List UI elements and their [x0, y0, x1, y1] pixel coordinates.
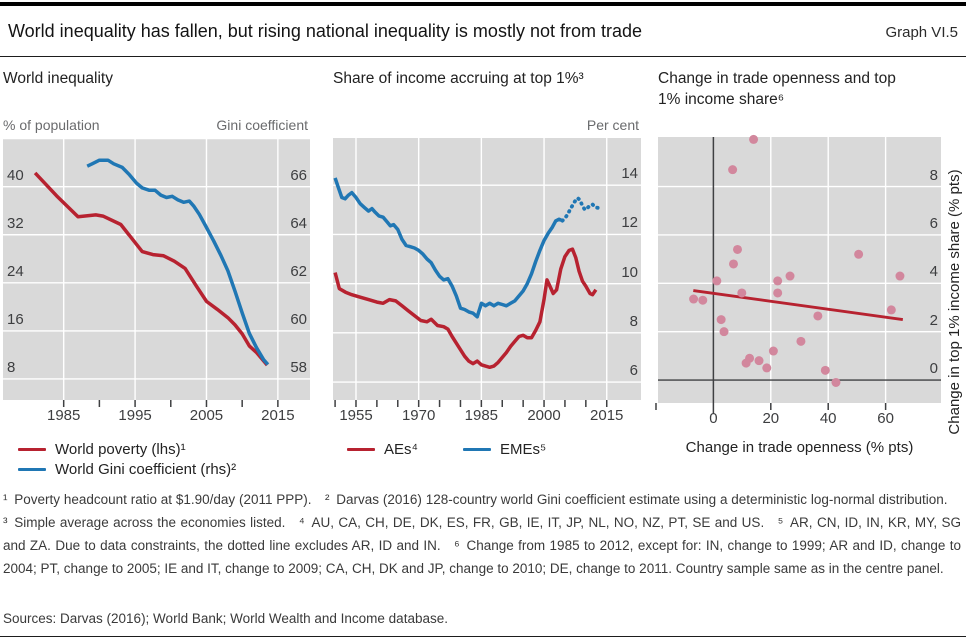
x-axis-label: 2015 — [590, 407, 624, 424]
legend-item — [463, 441, 546, 458]
y-axis-label-right: 6 — [629, 362, 638, 380]
panel-1-left-axis-unit: % of population — [3, 117, 100, 133]
legend-item — [18, 461, 236, 478]
scatter-point — [854, 250, 863, 259]
y-axis-label-right: 12 — [621, 214, 638, 232]
y-axis-label-right: 8 — [929, 166, 938, 184]
legend-line-swatch — [347, 448, 375, 452]
panel-1-right-axis-unit: Gini coefficient — [216, 117, 308, 133]
x-axis-label: 2000 — [527, 407, 561, 424]
figure-title: World inequality has fallen, but rising national inequality is mostly not from trade — [8, 21, 642, 41]
y-axis-label-right: 58 — [290, 358, 307, 376]
scatter-point — [813, 311, 822, 320]
scatter-point — [762, 363, 771, 372]
legend-item — [347, 441, 418, 458]
y-axis-label-right: 2 — [929, 311, 938, 329]
x-axis-label: 1995 — [118, 407, 152, 424]
top-rule — [0, 2, 966, 6]
footnotes: ¹ Poverty headcount ratio at $1.90/day (2011 PPP). ² Darvas (2016) 128-country world Gini coefficient estimate using a deterministic log-normal distribution. ³ Simple average across the economies listed. ⁴ AU, CA, CH, DE, DK, ES, FR, GB, IE, IT, JP, NL, NO, NZ, PT, SE and US. ⁵ AR, CN, ID, IN, KR, MY, SG and ZA. Due to data constraints, the dotted line excludes AR, ID and IN. ⁶ Change from 1985 to 2012, except for: IN, change to 1999; AR and ID, change to 2004; PT, change to 2005; IE and IT, change to 2009; CA, CH, DK and JP, change to 2010; DE, change to 2011. Country sample same as in the centre panel. — [3, 492, 961, 576]
x-axis-label: 1970 — [401, 407, 436, 424]
x-axis-label: 0 — [709, 410, 718, 427]
top1-income-share-chart — [333, 138, 641, 424]
y-axis-label-right: 14 — [621, 165, 638, 183]
legend-label: EMEs⁵ — [499, 441, 547, 458]
y-axis-label-right: 62 — [290, 262, 307, 280]
y-axis-label-right: 66 — [290, 166, 307, 184]
scatter-point — [720, 327, 729, 336]
legend-label: World poverty (lhs)¹ — [55, 441, 186, 458]
legend-label: World Gini coefficient (rhs)² — [55, 461, 237, 478]
scatter-point — [689, 295, 698, 304]
plot-area — [3, 138, 310, 414]
scatter-point — [742, 359, 751, 368]
scatter-point — [712, 276, 721, 285]
scatter-point — [769, 347, 778, 356]
scatter-point — [831, 378, 840, 387]
y-axis-label-left: 40 — [7, 166, 24, 184]
plot-area — [658, 137, 941, 417]
scatter-point — [698, 296, 707, 305]
panel-2-legend — [347, 441, 582, 458]
scatter-point — [821, 366, 830, 375]
y-axis-label-right: 0 — [929, 360, 938, 378]
sources-line: Sources: Darvas (2016); World Bank; World Wealth and Income database. — [3, 611, 448, 626]
legend-line-swatch — [18, 448, 46, 452]
scatter-point — [887, 305, 896, 314]
x-axis-label: 60 — [877, 410, 894, 427]
scatter-x-axis-title: Change in trade openness (% pts) — [685, 439, 914, 456]
scatter-point — [729, 259, 738, 268]
y-axis-label-right: 4 — [929, 263, 938, 281]
y-axis-label-left: 24 — [7, 262, 24, 280]
scatter-point — [755, 356, 764, 365]
y-axis-label-right: 60 — [290, 310, 307, 328]
scatter-point — [773, 288, 782, 297]
y-axis-label-right: 64 — [290, 214, 307, 232]
trade-openness-scatter-chart — [658, 137, 941, 427]
scatter-point — [733, 245, 742, 254]
y-axis-label-left: 8 — [7, 358, 16, 376]
legend-item — [18, 441, 186, 458]
world-inequality-chart — [3, 138, 310, 424]
scatter-point — [737, 288, 746, 297]
graph-number-label: Graph VI.5 — [885, 24, 958, 41]
legend-line-swatch — [18, 468, 46, 472]
panel-1-legend — [18, 441, 272, 478]
scatter-point — [749, 135, 758, 144]
x-axis-label: 40 — [819, 410, 837, 427]
x-axis-label: 2015 — [261, 407, 295, 424]
panel-2-title: Share of income accruing at top 1%³ — [333, 70, 584, 87]
panel-2-right-axis-unit: Per cent — [586, 117, 639, 133]
title-divider — [0, 56, 966, 57]
scatter-point — [773, 276, 782, 285]
y-axis-label-right: 10 — [621, 263, 638, 281]
x-axis-label: 2005 — [189, 407, 224, 424]
panel-1-title: World inequality — [3, 70, 113, 87]
x-axis-label: 1985 — [46, 407, 81, 424]
scatter-point — [717, 315, 726, 324]
x-axis-label: 1985 — [464, 407, 499, 424]
y-axis-label-left: 16 — [7, 310, 24, 328]
scatter-point — [796, 337, 805, 346]
y-axis-label-right: 8 — [629, 312, 638, 330]
scatter-point — [786, 272, 795, 281]
scatter-point — [728, 165, 737, 174]
x-axis-label: 1955 — [339, 407, 373, 424]
y-axis-label-left: 32 — [7, 214, 24, 232]
y-axis-label-right: 6 — [929, 214, 938, 232]
x-axis-label: 20 — [762, 410, 780, 427]
legend-line-swatch — [463, 448, 491, 452]
legend-label: AEs⁴ — [384, 441, 418, 458]
scatter-y-axis-title: Change in top 1% income share (% pts) — [946, 169, 963, 435]
panel-3-title: Change in trade openness and top 1% income share⁶ — [658, 70, 896, 108]
bottom-rule — [0, 636, 966, 637]
plot-area — [333, 138, 641, 414]
